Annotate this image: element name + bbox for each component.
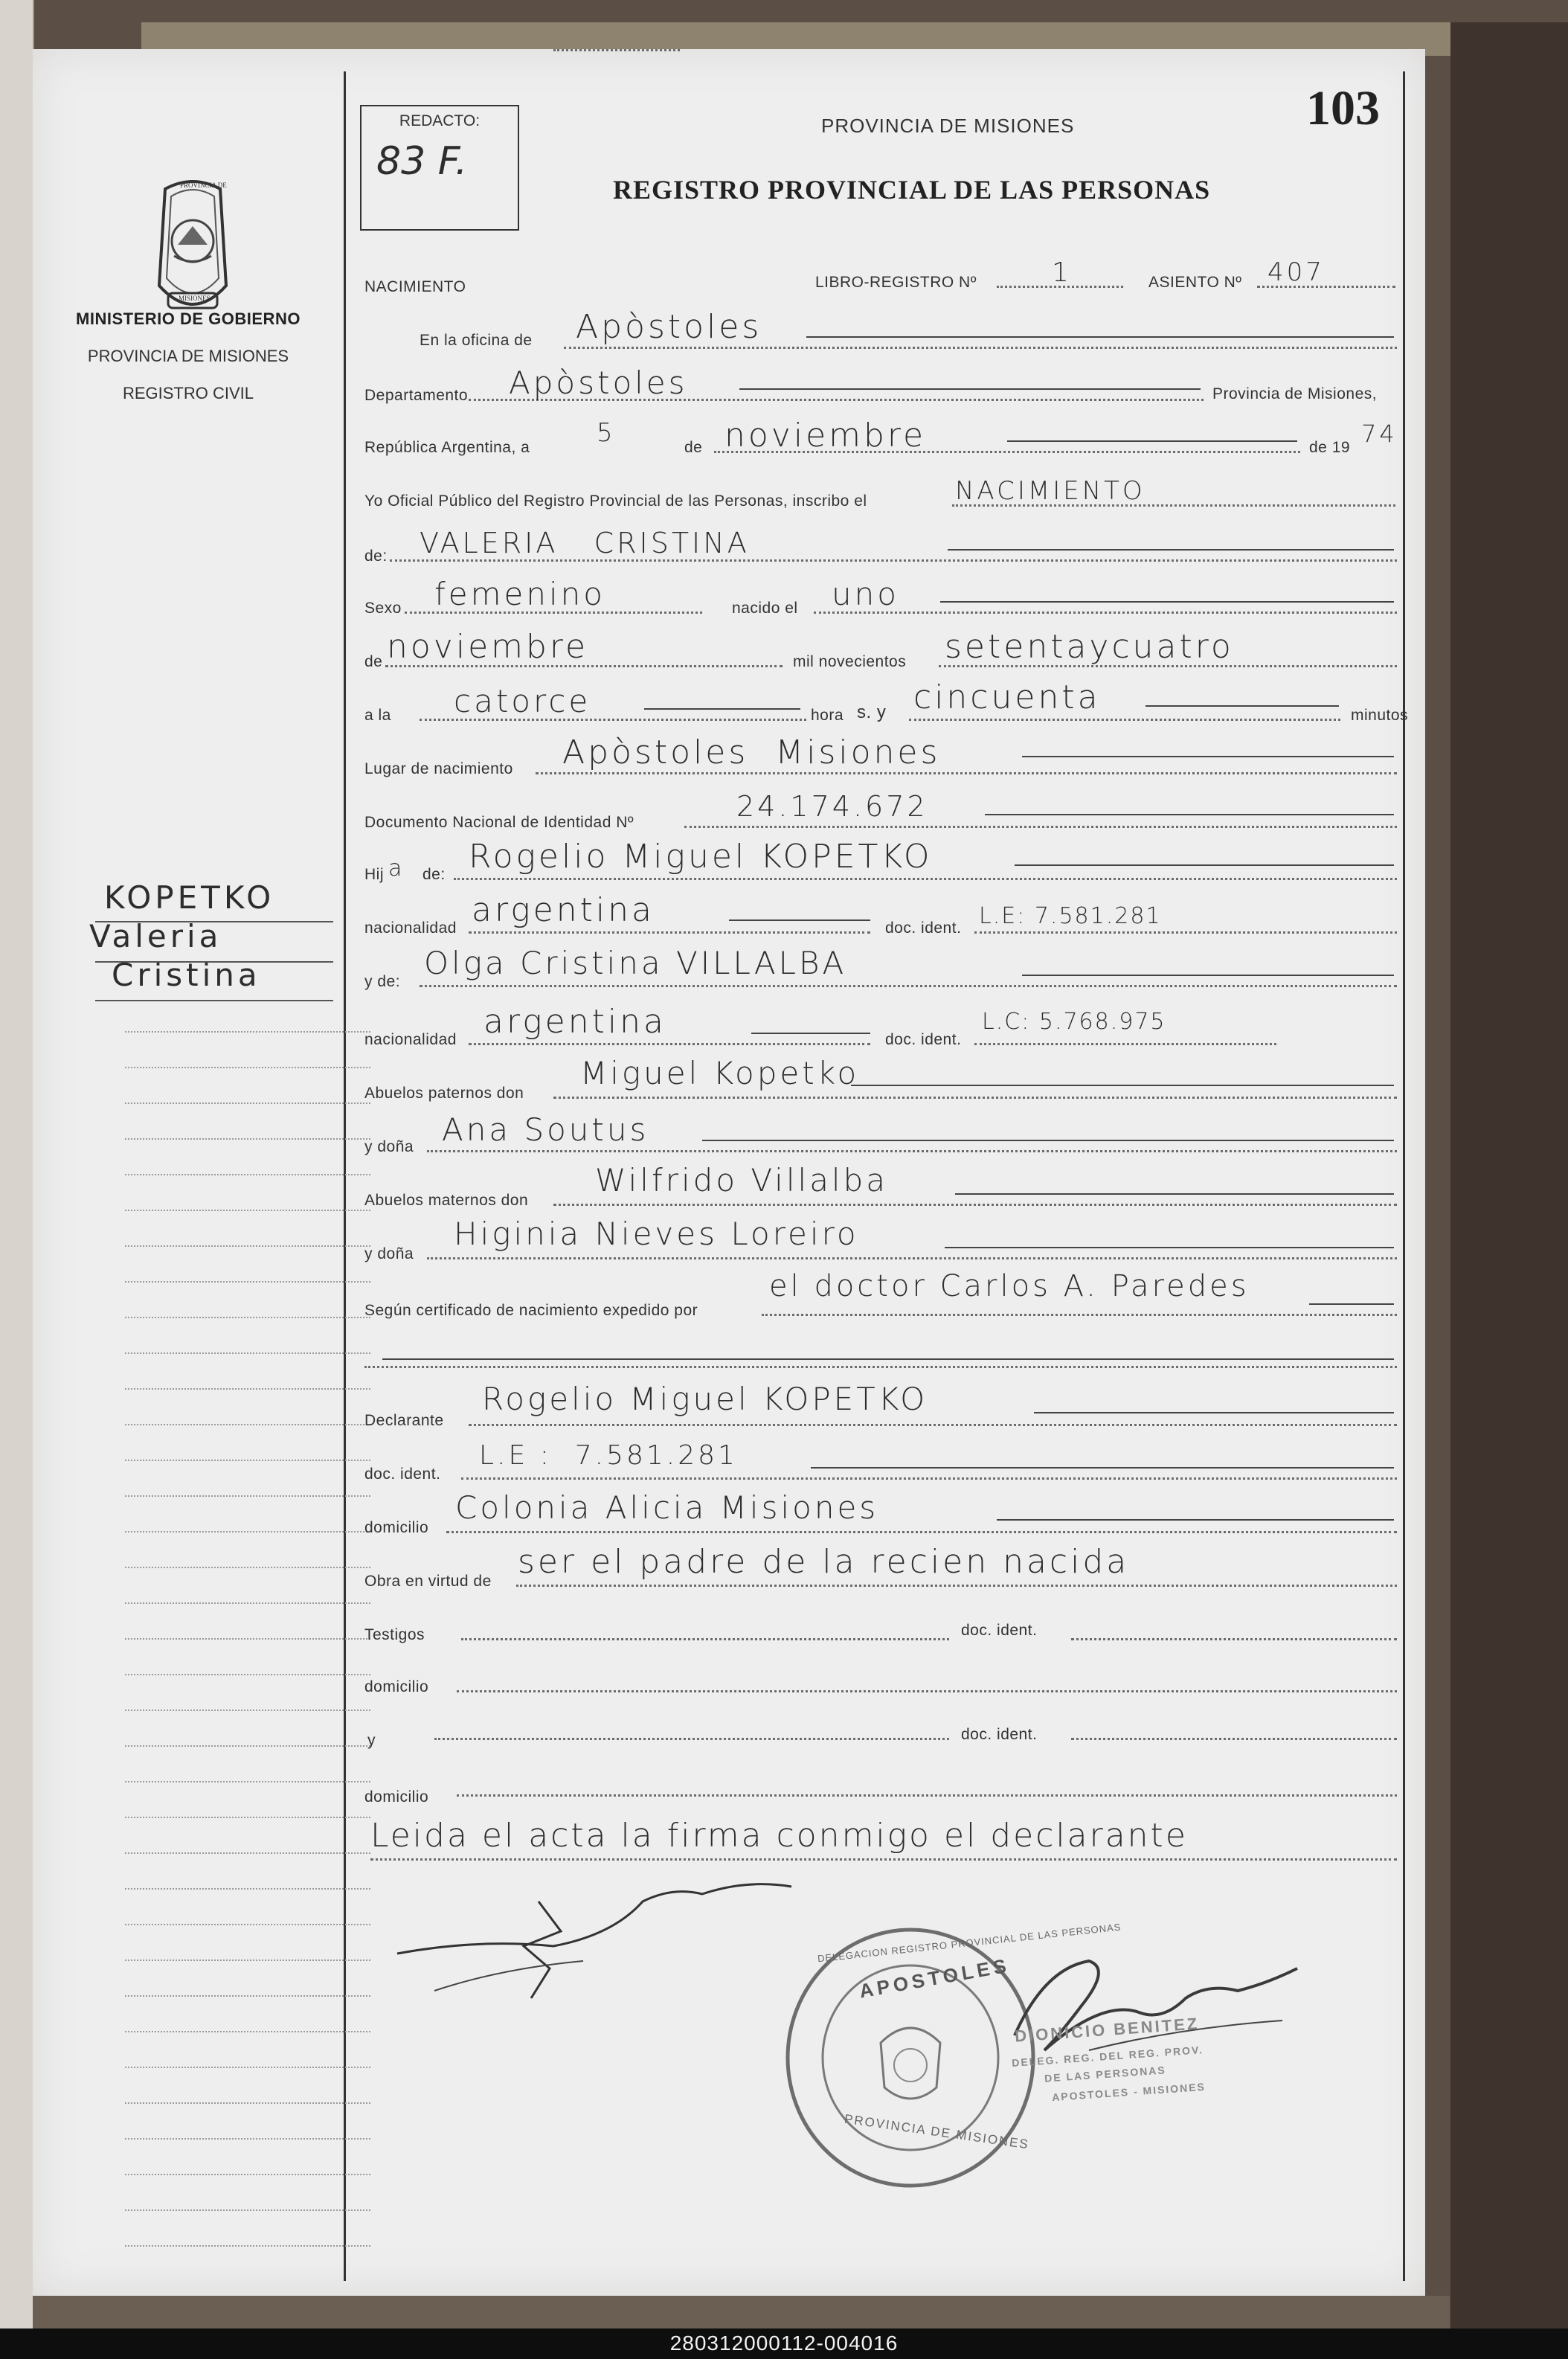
ydona-mat-label: y doña <box>364 1245 414 1262</box>
minutos-label: minutos <box>1351 707 1409 724</box>
testigo2-dom-label: domicilio <box>364 1788 429 1806</box>
madre-value: Olga Cristina VILLALBA <box>424 945 847 981</box>
hijo-label: Hij <box>364 866 384 883</box>
doc-madre-label: doc. ident. <box>885 1031 962 1048</box>
minutos-value: cincuenta <box>913 678 1101 716</box>
margin-column-rule <box>344 71 346 2281</box>
inscribo-value: NACIMIENTO <box>955 476 1146 506</box>
hijo-de-label: de: <box>422 866 446 883</box>
nacimiento-label: NACIMIENTO <box>364 278 466 295</box>
nacido-label: nacido el <box>732 600 798 617</box>
dia-value: 5 <box>597 418 616 448</box>
y-testigo-label: y <box>367 1732 376 1749</box>
cierre-value: Leida el acta la firma conmigo el declarante <box>370 1817 1188 1855</box>
nacido-value: uno <box>832 576 899 612</box>
margin-given-name-2: Cristina <box>112 957 261 993</box>
domicilio-value: Colonia Alicia Misiones <box>455 1489 879 1526</box>
stamp-official-role-1: DELEG. REG. DEL REG. PROV. <box>1011 2044 1204 2069</box>
hora-label: hora <box>811 707 844 724</box>
departamento-label: Departamento <box>364 387 469 404</box>
page-number: 103 <box>1306 81 1380 135</box>
decl-doc-label: doc. ident. <box>364 1466 441 1483</box>
oficial-label: Yo Oficial Público del Registro Provincial de las Personas, inscribo el <box>364 492 867 510</box>
ministry-title: MINISTERIO DE GOBIERNO <box>76 309 301 328</box>
testigo2-doc-label: doc. ident. <box>961 1726 1038 1743</box>
redacto-box <box>360 105 519 231</box>
de19-label: de 19 <box>1309 439 1351 456</box>
margin-given-name-1: Valeria <box>89 918 222 954</box>
header-province: PROVINCIA DE MISIONES <box>821 115 1075 137</box>
redacto-value: 83 F. <box>376 139 468 184</box>
doc-madre-value: L.C: 5.768.975 <box>982 1009 1166 1035</box>
padre-value: Rogelio Miguel KOPETKO <box>469 838 933 876</box>
anio-value: 74 <box>1361 420 1398 448</box>
doc-padre-label: doc. ident. <box>885 919 962 937</box>
de-label: de <box>684 439 703 456</box>
image-caption: 280312000112-004016 <box>669 2331 899 2355</box>
ala-label: a la <box>364 707 391 724</box>
departamento-value: Apòstoles <box>509 365 688 401</box>
emblem-top-text: PROVINCIA DE <box>180 182 227 189</box>
seal-bottom-text: PROVINCIA DE MISIONES <box>843 2111 1030 2152</box>
obra-value: ser el padre de la recien nacida <box>518 1543 1130 1581</box>
abuela-mat-value: Higinia Nieves Loreiro <box>454 1216 859 1252</box>
mes-value: noviembre <box>724 417 927 455</box>
de-mes-label: de <box>364 653 383 670</box>
testigos-label: Testigos <box>364 1626 425 1643</box>
testigo-dom-label: domicilio <box>364 1678 429 1695</box>
nac-padre-value: argentina <box>472 891 655 929</box>
header-registry-title: REGISTRO PROVINCIAL DE LAS PERSONAS <box>613 175 1211 205</box>
y-label: s. y <box>857 702 887 722</box>
nac-madre-value: argentina <box>483 1003 666 1041</box>
page-shadow <box>33 2296 1450 2328</box>
asiento-value: 407 <box>1267 257 1325 287</box>
ministry-registry: REGISTRO CIVIL <box>122 384 254 402</box>
nacionalidad-madre-label: nacionalidad <box>364 1031 457 1048</box>
right-column-rule <box>1403 71 1405 2281</box>
margin-rule-2 <box>95 961 333 963</box>
sexo-label: Sexo <box>364 600 402 617</box>
margin-surname: KOPETKO <box>104 879 275 916</box>
nombre-value: VALERIA CRISTINA <box>420 527 750 559</box>
margin-rule-1 <box>95 921 333 922</box>
stamp-official-name: DIONICIO BENITEZ <box>1014 2014 1200 2046</box>
ydona-pat-label: y doña <box>364 1138 414 1155</box>
libro-label: LIBRO-REGISTRO Nº <box>815 274 977 291</box>
emblem-bottom-text: MISIONES <box>179 295 211 302</box>
republica-label: República Argentina, a <box>364 439 530 456</box>
book-left-page-edge <box>0 0 34 2328</box>
anio-letras-value: setentaycuatro <box>945 628 1234 666</box>
margin-rule-3 <box>95 1000 333 1001</box>
provincia-label: Provincia de Misiones, <box>1212 385 1378 402</box>
declarante-label: Declarante <box>364 1412 444 1429</box>
abuelo-pat-value: Miguel Kopetko <box>580 1055 860 1091</box>
abuelo-mat-value: Wilfrido Villalba <box>595 1162 888 1198</box>
seal-city: APOSTOLES <box>857 1954 1012 2003</box>
libro-value: 1 <box>1052 257 1072 288</box>
testigo-doc-label: doc. ident. <box>961 1622 1038 1639</box>
dni-value: 24.174.672 <box>736 790 928 823</box>
nacido-mes-value: noviembre <box>387 628 589 666</box>
abuelos-pat-label: Abuelos paternos don <box>364 1085 524 1102</box>
asiento-label: ASIENTO Nº <box>1148 274 1242 291</box>
lugar-value: Apòstoles Misiones <box>562 734 941 771</box>
hora-value: catorce <box>454 683 591 719</box>
abuelos-mat-label: Abuelos maternos don <box>364 1192 529 1209</box>
redacto-label: REDACTO: <box>399 112 481 129</box>
hijo-suffix: a <box>388 856 405 882</box>
mil-label: mil novecientos <box>793 653 907 670</box>
ministry-province: PROVINCIA DE MISIONES <box>87 347 289 365</box>
abuela-pat-value: Ana Soutus <box>442 1111 649 1148</box>
sexo-value: femenino <box>434 576 605 612</box>
seal-ring-text: DELEGACION REGISTRO PROVINCIAL DE LAS PERSONAS <box>817 1921 1122 1965</box>
book-cover-right <box>1450 22 1568 2328</box>
obra-label: Obra en virtud de <box>364 1573 492 1590</box>
doc-padre-value: L.E: 7.581.281 <box>979 903 1162 929</box>
declarant-signature <box>390 1857 806 2006</box>
oficina-value: Apòstoles <box>576 308 762 346</box>
stamp-official-role-3: APOSTOLES - MISIONES <box>1051 2080 1206 2104</box>
declarante-value: Rogelio Miguel KOPETKO <box>482 1381 928 1417</box>
oficina-label: En la oficina de <box>420 332 533 349</box>
domicilio-label: domicilio <box>364 1519 429 1536</box>
dni-label: Documento Nacional de Identidad Nº <box>364 814 634 831</box>
nacionalidad-padre-label: nacionalidad <box>364 919 457 937</box>
decl-doc-value: L.E : 7.581.281 <box>479 1440 738 1471</box>
stamp-official-role-2: DE LAS PERSONAS <box>1044 2064 1167 2084</box>
certificado-label: Según certificado de nacimiento expedido por <box>364 1302 698 1319</box>
yde-label: y de: <box>364 973 401 990</box>
de-persona-label: de: <box>364 548 388 565</box>
lugar-label: Lugar de nacimiento <box>364 760 513 777</box>
certificado-value: el doctor Carlos A. Paredes <box>769 1269 1250 1303</box>
register-page <box>33 49 1425 2296</box>
